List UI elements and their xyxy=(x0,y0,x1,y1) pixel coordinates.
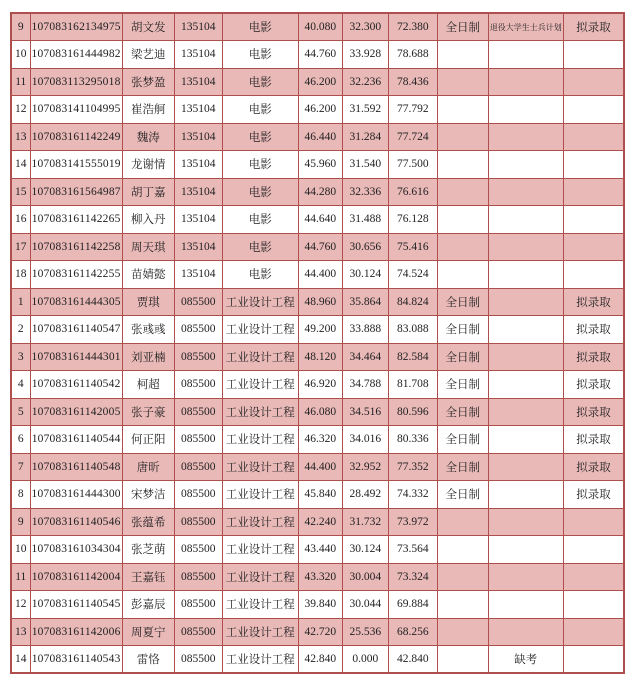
admission-results-table xyxy=(10,12,625,674)
cell-score-2: 31.540 xyxy=(342,151,388,179)
table-row xyxy=(11,96,624,124)
cell-remark: 退役大学生士兵计划 xyxy=(488,13,563,41)
cell-major-code: 085500 xyxy=(174,646,222,674)
table-row xyxy=(11,261,624,289)
cell-student-name: 贾琪 xyxy=(122,288,174,316)
cell-total-score: 73.972 xyxy=(388,508,437,536)
table-row xyxy=(11,316,624,344)
cell-admission-result: 拟录取 xyxy=(563,343,624,371)
cell-total-score: 72.380 xyxy=(388,13,437,41)
cell-student-name: 彭嘉辰 xyxy=(122,591,174,619)
cell-score-2: 0.000 xyxy=(342,646,388,674)
cell-row-number: 17 xyxy=(11,233,30,261)
cell-major-name: 电影 xyxy=(222,13,298,41)
cell-admission-result xyxy=(563,618,624,646)
cell-student-id: 107083141555019 xyxy=(30,151,122,179)
cell-score-2: 31.592 xyxy=(342,96,388,124)
cell-score-1: 46.080 xyxy=(298,398,342,426)
cell-major-name: 工业设计工程 xyxy=(222,536,298,564)
cell-remark: 缺考 xyxy=(488,646,563,674)
cell-score-2: 31.488 xyxy=(342,206,388,234)
cell-score-2: 25.536 xyxy=(342,618,388,646)
table-body xyxy=(11,13,624,673)
cell-major-name: 电影 xyxy=(222,261,298,289)
cell-major-code: 135104 xyxy=(174,178,222,206)
cell-admission-result xyxy=(563,68,624,96)
cell-study-mode xyxy=(437,563,488,591)
cell-major-code: 085500 xyxy=(174,481,222,509)
cell-student-name: 刘亚楠 xyxy=(122,343,174,371)
cell-study-mode xyxy=(437,206,488,234)
cell-total-score: 77.792 xyxy=(388,96,437,124)
cell-score-2: 30.124 xyxy=(342,536,388,564)
cell-student-id: 107083161140547 xyxy=(30,316,122,344)
cell-major-name: 电影 xyxy=(222,41,298,69)
cell-student-name: 胡文发 xyxy=(122,13,174,41)
cell-score-1: 44.400 xyxy=(298,453,342,481)
cell-student-id: 107083161142265 xyxy=(30,206,122,234)
cell-admission-result: 拟录取 xyxy=(563,316,624,344)
cell-major-name: 电影 xyxy=(222,68,298,96)
cell-score-2: 34.464 xyxy=(342,343,388,371)
cell-score-1: 46.200 xyxy=(298,96,342,124)
cell-total-score: 80.596 xyxy=(388,398,437,426)
cell-major-code: 135104 xyxy=(174,68,222,96)
cell-major-name: 电影 xyxy=(222,206,298,234)
cell-student-name: 梁艺迪 xyxy=(122,41,174,69)
cell-major-name: 电影 xyxy=(222,233,298,261)
cell-study-mode xyxy=(437,178,488,206)
table-row xyxy=(11,343,624,371)
cell-row-number: 12 xyxy=(11,591,30,619)
table-row xyxy=(11,563,624,591)
cell-total-score: 80.336 xyxy=(388,426,437,454)
cell-score-2: 28.492 xyxy=(342,481,388,509)
cell-row-number: 8 xyxy=(11,481,30,509)
cell-total-score: 84.824 xyxy=(388,288,437,316)
cell-admission-result xyxy=(563,206,624,234)
cell-admission-result: 拟录取 xyxy=(563,398,624,426)
cell-student-name: 雷恪 xyxy=(122,646,174,674)
cell-row-number: 2 xyxy=(11,316,30,344)
table-row xyxy=(11,233,624,261)
cell-admission-result: 拟录取 xyxy=(563,453,624,481)
cell-major-name: 电影 xyxy=(222,96,298,124)
cell-total-score: 74.332 xyxy=(388,481,437,509)
cell-student-name: 魏涛 xyxy=(122,123,174,151)
cell-score-2: 32.336 xyxy=(342,178,388,206)
cell-major-code: 085500 xyxy=(174,618,222,646)
cell-remark xyxy=(488,481,563,509)
cell-score-2: 34.788 xyxy=(342,371,388,399)
cell-major-code: 085500 xyxy=(174,371,222,399)
cell-score-2: 33.928 xyxy=(342,41,388,69)
cell-major-name: 工业设计工程 xyxy=(222,453,298,481)
cell-major-name: 工业设计工程 xyxy=(222,591,298,619)
cell-remark xyxy=(488,96,563,124)
cell-major-code: 085500 xyxy=(174,563,222,591)
cell-student-id: 107083161142005 xyxy=(30,398,122,426)
table-row xyxy=(11,426,624,454)
cell-remark xyxy=(488,508,563,536)
cell-study-mode: 全日制 xyxy=(437,371,488,399)
cell-remark xyxy=(488,426,563,454)
cell-major-name: 工业设计工程 xyxy=(222,646,298,674)
cell-row-number: 18 xyxy=(11,261,30,289)
cell-student-name: 张彧彧 xyxy=(122,316,174,344)
cell-total-score: 75.416 xyxy=(388,233,437,261)
cell-score-2: 35.864 xyxy=(342,288,388,316)
cell-study-mode xyxy=(437,646,488,674)
cell-total-score: 42.840 xyxy=(388,646,437,674)
cell-major-code: 085500 xyxy=(174,316,222,344)
cell-remark xyxy=(488,398,563,426)
cell-major-name: 工业设计工程 xyxy=(222,426,298,454)
cell-admission-result: 拟录取 xyxy=(563,288,624,316)
cell-student-id: 107083161034304 xyxy=(30,536,122,564)
cell-student-id: 107083161140544 xyxy=(30,426,122,454)
cell-major-name: 工业设计工程 xyxy=(222,288,298,316)
cell-row-number: 3 xyxy=(11,343,30,371)
cell-admission-result xyxy=(563,151,624,179)
cell-major-code: 085500 xyxy=(174,343,222,371)
cell-total-score: 78.688 xyxy=(388,41,437,69)
cell-student-name: 龙谢情 xyxy=(122,151,174,179)
cell-score-1: 43.440 xyxy=(298,536,342,564)
cell-major-code: 135104 xyxy=(174,96,222,124)
cell-major-name: 工业设计工程 xyxy=(222,398,298,426)
cell-student-id: 107083161140548 xyxy=(30,453,122,481)
cell-total-score: 82.584 xyxy=(388,343,437,371)
cell-score-2: 32.300 xyxy=(342,13,388,41)
table-row xyxy=(11,591,624,619)
cell-student-id: 107083161142004 xyxy=(30,563,122,591)
cell-score-2: 32.236 xyxy=(342,68,388,96)
cell-total-score: 83.088 xyxy=(388,316,437,344)
cell-student-id: 107083161564987 xyxy=(30,178,122,206)
table-row xyxy=(11,398,624,426)
cell-admission-result xyxy=(563,563,624,591)
cell-total-score: 77.500 xyxy=(388,151,437,179)
cell-admission-result xyxy=(563,261,624,289)
table-row xyxy=(11,371,624,399)
cell-row-number: 10 xyxy=(11,536,30,564)
cell-admission-result xyxy=(563,233,624,261)
cell-student-name: 唐昕 xyxy=(122,453,174,481)
cell-study-mode: 全日制 xyxy=(437,398,488,426)
table-row xyxy=(11,41,624,69)
cell-student-id: 107083161140546 xyxy=(30,508,122,536)
cell-major-code: 135104 xyxy=(174,41,222,69)
cell-student-name: 柯超 xyxy=(122,371,174,399)
cell-major-name: 工业设计工程 xyxy=(222,371,298,399)
cell-remark xyxy=(488,151,563,179)
cell-remark xyxy=(488,123,563,151)
cell-row-number: 15 xyxy=(11,178,30,206)
table-row xyxy=(11,646,624,674)
table-row xyxy=(11,13,624,41)
cell-score-2: 34.516 xyxy=(342,398,388,426)
cell-student-id: 107083162134975 xyxy=(30,13,122,41)
cell-student-id: 107083161142006 xyxy=(30,618,122,646)
cell-study-mode: 全日制 xyxy=(437,481,488,509)
cell-remark xyxy=(488,261,563,289)
cell-student-id: 107083161140543 xyxy=(30,646,122,674)
cell-score-1: 48.960 xyxy=(298,288,342,316)
cell-student-id: 107083161140542 xyxy=(30,371,122,399)
cell-major-code: 135104 xyxy=(174,233,222,261)
cell-row-number: 11 xyxy=(11,68,30,96)
cell-student-name: 王嘉钰 xyxy=(122,563,174,591)
cell-row-number: 9 xyxy=(11,13,30,41)
cell-total-score: 73.324 xyxy=(388,563,437,591)
cell-remark xyxy=(488,371,563,399)
cell-admission-result xyxy=(563,508,624,536)
cell-score-1: 42.240 xyxy=(298,508,342,536)
cell-major-code: 135104 xyxy=(174,261,222,289)
cell-total-score: 68.256 xyxy=(388,618,437,646)
cell-student-name: 柳入丹 xyxy=(122,206,174,234)
table-row xyxy=(11,123,624,151)
cell-study-mode: 全日制 xyxy=(437,426,488,454)
cell-admission-result xyxy=(563,96,624,124)
table-row xyxy=(11,68,624,96)
cell-row-number: 6 xyxy=(11,426,30,454)
cell-student-name: 胡丁嘉 xyxy=(122,178,174,206)
cell-score-1: 44.640 xyxy=(298,206,342,234)
cell-score-2: 32.952 xyxy=(342,453,388,481)
cell-study-mode: 全日制 xyxy=(437,288,488,316)
cell-score-2: 33.888 xyxy=(342,316,388,344)
table-row xyxy=(11,453,624,481)
cell-major-code: 085500 xyxy=(174,591,222,619)
cell-row-number: 10 xyxy=(11,41,30,69)
table-row xyxy=(11,206,624,234)
cell-row-number: 7 xyxy=(11,453,30,481)
cell-study-mode: 全日制 xyxy=(437,13,488,41)
cell-score-1: 45.840 xyxy=(298,481,342,509)
cell-score-1: 49.200 xyxy=(298,316,342,344)
cell-remark xyxy=(488,288,563,316)
cell-student-id: 107083141104995 xyxy=(30,96,122,124)
cell-row-number: 4 xyxy=(11,371,30,399)
cell-study-mode: 全日制 xyxy=(437,316,488,344)
cell-major-name: 工业设计工程 xyxy=(222,618,298,646)
cell-score-2: 31.732 xyxy=(342,508,388,536)
cell-score-1: 44.760 xyxy=(298,41,342,69)
cell-score-1: 46.320 xyxy=(298,426,342,454)
cell-major-code: 135104 xyxy=(174,123,222,151)
cell-study-mode xyxy=(437,536,488,564)
cell-score-1: 46.440 xyxy=(298,123,342,151)
cell-remark xyxy=(488,536,563,564)
cell-total-score: 76.616 xyxy=(388,178,437,206)
cell-total-score: 78.436 xyxy=(388,68,437,96)
cell-student-id: 107083161142255 xyxy=(30,261,122,289)
cell-remark xyxy=(488,41,563,69)
cell-score-1: 44.280 xyxy=(298,178,342,206)
cell-score-1: 42.840 xyxy=(298,646,342,674)
table-row xyxy=(11,508,624,536)
cell-admission-result xyxy=(563,178,624,206)
cell-student-id: 107083161444982 xyxy=(30,41,122,69)
cell-admission-result xyxy=(563,536,624,564)
cell-major-code: 085500 xyxy=(174,508,222,536)
cell-admission-result xyxy=(563,646,624,674)
cell-student-id: 107083161142258 xyxy=(30,233,122,261)
cell-score-2: 30.124 xyxy=(342,261,388,289)
cell-remark xyxy=(488,563,563,591)
cell-remark xyxy=(488,591,563,619)
cell-major-code: 085500 xyxy=(174,536,222,564)
cell-remark xyxy=(488,316,563,344)
table-row xyxy=(11,151,624,179)
cell-total-score: 74.524 xyxy=(388,261,437,289)
cell-score-1: 39.840 xyxy=(298,591,342,619)
cell-study-mode xyxy=(437,123,488,151)
cell-admission-result: 拟录取 xyxy=(563,481,624,509)
cell-score-1: 46.920 xyxy=(298,371,342,399)
cell-score-2: 31.284 xyxy=(342,123,388,151)
cell-admission-result: 拟录取 xyxy=(563,13,624,41)
cell-score-1: 40.080 xyxy=(298,13,342,41)
table-row xyxy=(11,288,624,316)
cell-student-name: 何正阳 xyxy=(122,426,174,454)
cell-student-name: 周天琪 xyxy=(122,233,174,261)
cell-row-number: 5 xyxy=(11,398,30,426)
cell-remark xyxy=(488,206,563,234)
cell-major-code: 135104 xyxy=(174,206,222,234)
cell-study-mode xyxy=(437,68,488,96)
cell-major-name: 工业设计工程 xyxy=(222,481,298,509)
cell-major-name: 工业设计工程 xyxy=(222,508,298,536)
cell-student-name: 周夏宁 xyxy=(122,618,174,646)
cell-student-name: 张子豪 xyxy=(122,398,174,426)
cell-student-name: 苗婧懿 xyxy=(122,261,174,289)
cell-student-name: 张蕴希 xyxy=(122,508,174,536)
cell-score-1: 45.960 xyxy=(298,151,342,179)
cell-study-mode xyxy=(437,96,488,124)
cell-total-score: 81.708 xyxy=(388,371,437,399)
cell-study-mode xyxy=(437,41,488,69)
table-row xyxy=(11,481,624,509)
cell-study-mode: 全日制 xyxy=(437,343,488,371)
cell-row-number: 1 xyxy=(11,288,30,316)
cell-row-number: 11 xyxy=(11,563,30,591)
cell-row-number: 12 xyxy=(11,96,30,124)
cell-remark xyxy=(488,453,563,481)
cell-major-name: 工业设计工程 xyxy=(222,563,298,591)
cell-total-score: 69.884 xyxy=(388,591,437,619)
cell-student-name: 宋梦洁 xyxy=(122,481,174,509)
cell-remark xyxy=(488,233,563,261)
cell-score-2: 30.004 xyxy=(342,563,388,591)
cell-row-number: 16 xyxy=(11,206,30,234)
cell-score-2: 30.656 xyxy=(342,233,388,261)
cell-major-name: 电影 xyxy=(222,151,298,179)
cell-score-2: 30.044 xyxy=(342,591,388,619)
cell-admission-result xyxy=(563,41,624,69)
cell-student-id: 107083161444305 xyxy=(30,288,122,316)
cell-student-id: 107083161142249 xyxy=(30,123,122,151)
cell-remark xyxy=(488,178,563,206)
cell-remark xyxy=(488,343,563,371)
cell-major-code: 085500 xyxy=(174,453,222,481)
cell-row-number: 9 xyxy=(11,508,30,536)
cell-score-1: 44.400 xyxy=(298,261,342,289)
cell-score-1: 44.760 xyxy=(298,233,342,261)
cell-study-mode xyxy=(437,151,488,179)
cell-study-mode: 全日制 xyxy=(437,453,488,481)
cell-row-number: 14 xyxy=(11,646,30,674)
table-row xyxy=(11,178,624,206)
cell-study-mode xyxy=(437,618,488,646)
cell-major-name: 电影 xyxy=(222,178,298,206)
cell-admission-result: 拟录取 xyxy=(563,371,624,399)
cell-major-name: 工业设计工程 xyxy=(222,316,298,344)
cell-student-id: 107083161444301 xyxy=(30,343,122,371)
cell-major-code: 135104 xyxy=(174,151,222,179)
cell-score-2: 34.016 xyxy=(342,426,388,454)
cell-student-id: 107083161140545 xyxy=(30,591,122,619)
table-row xyxy=(11,618,624,646)
cell-study-mode xyxy=(437,261,488,289)
cell-student-name: 崔浩舸 xyxy=(122,96,174,124)
cell-row-number: 13 xyxy=(11,123,30,151)
cell-row-number: 13 xyxy=(11,618,30,646)
cell-total-score: 77.352 xyxy=(388,453,437,481)
cell-study-mode xyxy=(437,591,488,619)
cell-score-1: 42.720 xyxy=(298,618,342,646)
cell-admission-result: 拟录取 xyxy=(563,426,624,454)
cell-score-1: 48.120 xyxy=(298,343,342,371)
cell-admission-result xyxy=(563,123,624,151)
cell-student-id: 107083113295018 xyxy=(30,68,122,96)
cell-major-name: 电影 xyxy=(222,123,298,151)
cell-major-code: 085500 xyxy=(174,398,222,426)
cell-admission-result xyxy=(563,591,624,619)
cell-major-code: 085500 xyxy=(174,288,222,316)
table-row xyxy=(11,536,624,564)
cell-remark xyxy=(488,68,563,96)
cell-total-score: 73.564 xyxy=(388,536,437,564)
cell-student-id: 107083161444300 xyxy=(30,481,122,509)
cell-total-score: 76.128 xyxy=(388,206,437,234)
cell-total-score: 77.724 xyxy=(388,123,437,151)
cell-major-code: 135104 xyxy=(174,13,222,41)
cell-student-name: 张芝萌 xyxy=(122,536,174,564)
cell-study-mode xyxy=(437,508,488,536)
cell-remark xyxy=(488,618,563,646)
cell-major-code: 085500 xyxy=(174,426,222,454)
cell-major-name: 工业设计工程 xyxy=(222,343,298,371)
cell-score-1: 46.200 xyxy=(298,68,342,96)
cell-study-mode xyxy=(437,233,488,261)
cell-row-number: 14 xyxy=(11,151,30,179)
cell-score-1: 43.320 xyxy=(298,563,342,591)
cell-student-name: 张梦盈 xyxy=(122,68,174,96)
